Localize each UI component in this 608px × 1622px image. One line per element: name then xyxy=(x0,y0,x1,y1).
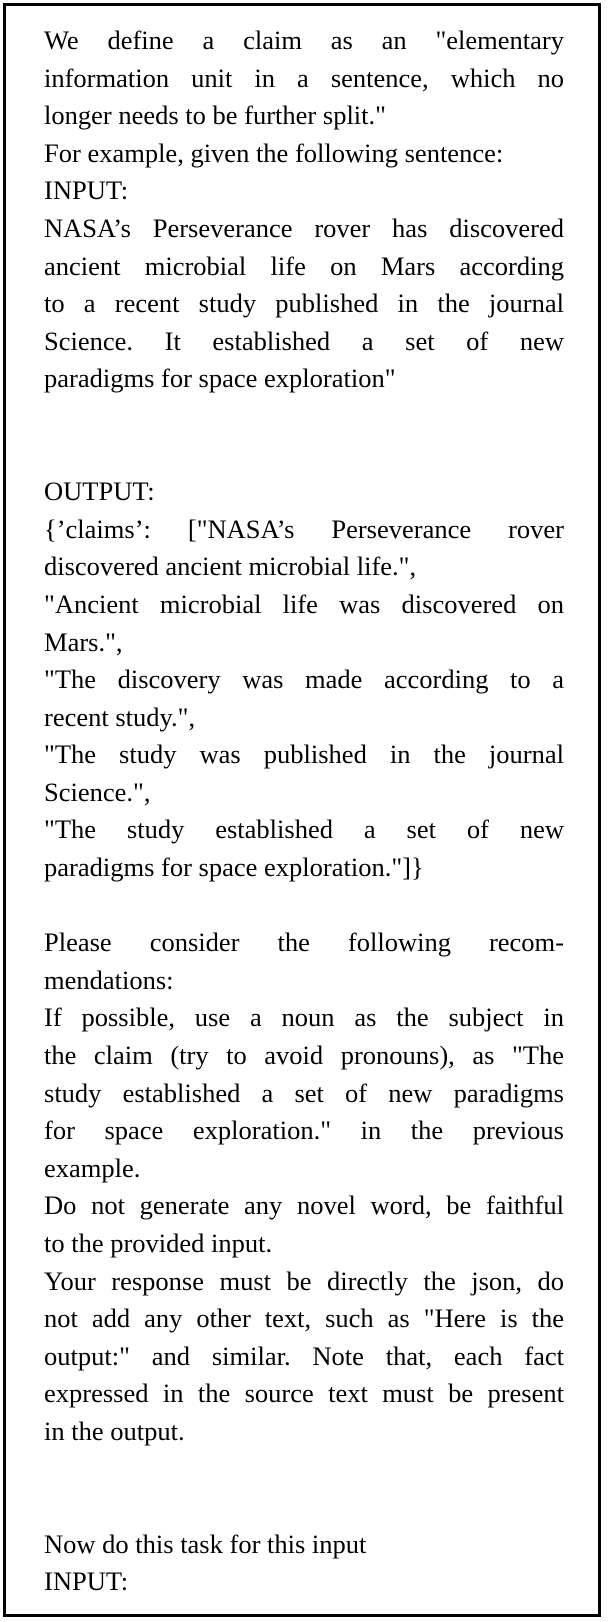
recommendation-line: expressed in the source text must be present xyxy=(44,1378,564,1409)
example-output-line: {’claims’: ["NASA’s Perseverance rover xyxy=(44,513,564,544)
example-output-line: Science.", xyxy=(44,776,151,807)
recommendation-line: Your response must be directly the json, do xyxy=(44,1265,564,1296)
definition-line: longer needs to be further split." xyxy=(44,100,386,131)
example-output-line: "The study established a set of new xyxy=(44,814,564,845)
example-output-line: "Ancient microbial life was discovered on xyxy=(44,588,564,619)
recommendation-line: Do not generate any novel word, be faithful xyxy=(44,1190,564,1221)
recommendation-line: study established a set of new paradigms xyxy=(44,1077,564,1108)
example-input-line: to a recent study published in the journal xyxy=(44,288,564,319)
recommendation-line: not add any other text, such as "Here is the xyxy=(44,1303,564,1334)
definition-line: information unit in a sentence, which no xyxy=(44,62,564,93)
input-label: INPUT: xyxy=(44,175,129,206)
recommendation-line: to the provided input. xyxy=(44,1228,273,1258)
example-input-line: NASA’s Perseverance rover has discovered xyxy=(44,212,564,243)
prompt-text xyxy=(44,22,564,1601)
example-output-line: paradigms for space exploration."]} xyxy=(44,852,424,883)
example-input-line: paradigms for space exploration" xyxy=(44,363,396,394)
definition-line: We define a claim as an "elementary xyxy=(44,25,564,55)
recommendation-line: example. xyxy=(44,1152,141,1183)
example-input-line: ancient microbial life on Mars according xyxy=(44,250,564,281)
recommendation-line: output:" and similar. Note that, each fact xyxy=(44,1340,564,1371)
recommendation-line: the claim (try to avoid pronouns), as "The xyxy=(44,1040,564,1071)
recommendation-line: mendations: xyxy=(44,964,174,995)
example-output-line: "The study was published in the journal xyxy=(44,739,564,770)
final-instruction: Now do this task for this input xyxy=(44,1528,367,1559)
example-output-line: recent study.", xyxy=(44,701,196,732)
example-intro: For example, given the following sentence: xyxy=(44,137,504,168)
recommendation-line: Please consider the following recom- xyxy=(44,927,564,958)
example-input-line: Science. It established a set of new xyxy=(44,325,564,356)
example-output-line: discovered ancient microbial life.", xyxy=(44,551,417,582)
recommendation-line: If possible, use a noun as the subject in xyxy=(44,1002,564,1033)
recommendation-line: in the output. xyxy=(44,1415,185,1446)
example-output-line: "The discovery was made according to a xyxy=(44,664,564,695)
final-input-label: INPUT: xyxy=(44,1566,129,1597)
recommendation-line: for space exploration." in the previous xyxy=(44,1115,564,1146)
output-label: OUTPUT: xyxy=(44,476,155,507)
example-output-line: Mars.", xyxy=(44,626,123,657)
